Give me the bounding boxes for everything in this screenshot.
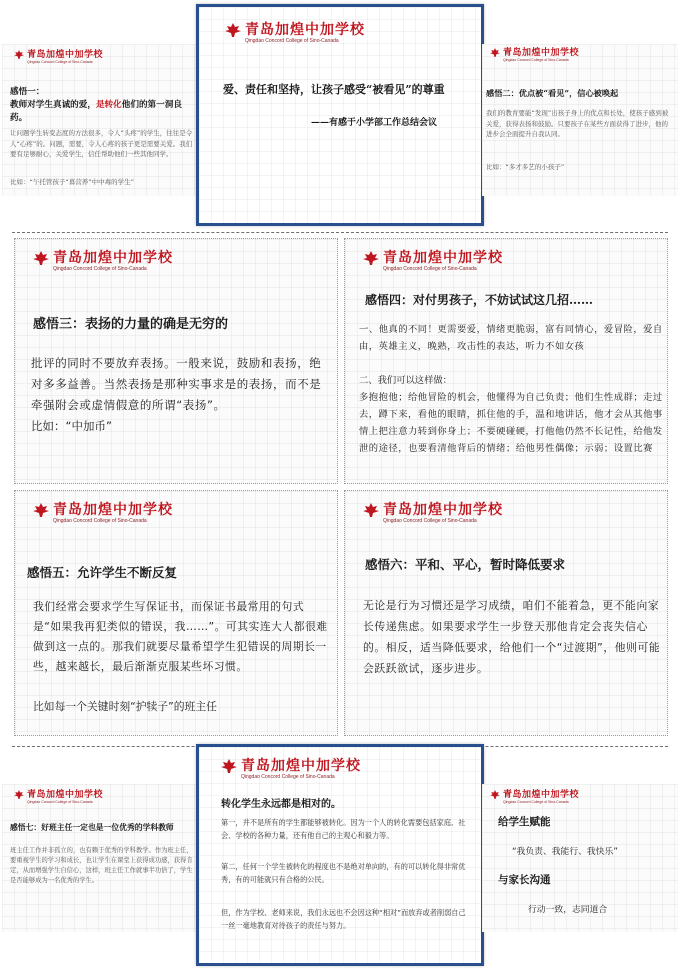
logo-english-name: Qingdao Concord College of Sino-Canada [503,58,569,62]
card-body: 我们经常会要求学生写保证书，而保证书最常用的句式是“如果我再犯类似的错误，我……”。可其实连大人都很难做到这一点的。那我们就要尽量希望学生犯错误的周期长一些，越来越长，最后渐渐克服某些坏习惯。 [33,600,328,673]
logo-chinese-name: 青岛加煌中加学校 [245,22,365,38]
maple-leaf-icon [363,251,379,265]
logo-english-name: Qingdao Concord College of Sino-Canada [27,800,93,804]
logo-chinese-name: 青岛加煌中加学校 [241,758,361,774]
school-logo [225,23,365,44]
maple-leaf-icon [225,23,241,37]
logo-english-name: Qingdao Concord College of Sino-Canada [383,518,477,524]
slide-card-8 [482,784,678,932]
school-logo [33,503,173,524]
card-body: 班主任工作并非孤立的，也有赖于优秀的学科教学。作为班主任，要重视学生的学习和成长，也让学生在课堂上获得成功感，获得肯定，从而增强学生自信心，这样，班主任工作就事半功倍了，学生是否能够成为一名优秀的学生。 [10,847,193,884]
card-body: 让问题学生转变态度的方法很多，令人“头疼”的学生，往往是令人“心疼”的。问题，需要，令人心疼的孩子更是需要关爱。我们要有足够耐心，关爱学生，信任帮助他们一些其他同学。 [10,129,193,158]
slide-title [196,4,484,226]
maple-leaf-icon [14,50,24,59]
card-example: 比如：“中加币” [31,419,112,433]
card-heading: 给学生赋能 [498,816,551,828]
logo-english-name: Qingdao Concord College of Sino-Canada [53,518,147,524]
slide-card-7 [2,784,198,932]
slide-card-5 [14,490,338,736]
slide-card-6 [344,490,668,736]
logo-english-name: Qingdao Concord College of Sino-Canada [383,266,477,272]
card-quote: “我负责、我能行、我快乐” [512,847,618,857]
maple-leaf-icon [14,790,24,799]
logo-english-name: Qingdao Concord College of Sino-Canada [241,774,335,780]
card-body: 批评的同时不要放弃表扬。一般来说，鼓励和表扬，绝对多多益善。当然表扬是那种实事求是的表扬，而不是牵强附会或虚情假意的所谓“表扬”。 [31,356,322,412]
card-example: 比如：“多才多艺的小孩子” [486,163,565,171]
school-logo [14,50,103,64]
slide-card-3 [14,238,338,484]
logo-chinese-name: 青岛加煌中加学校 [503,790,580,800]
card-body: 我们的教育要能“发现”出孩子身上的优点和长处，使孩子感到被关爱，获得表扬和鼓励。只要孩子在某些方面获得了进步，他的进步会全面提升自我认同。 [486,109,669,138]
card-heading: 感悟六：平和、平心，暂时降低要求 [365,557,566,572]
school-logo [33,251,173,272]
logo-english-name: Qingdao Concord College of Sino-Canada [503,800,569,804]
maple-leaf-icon [490,790,500,799]
slide-card-2 [482,44,678,196]
maple-leaf-icon [33,503,49,517]
slide-card-4 [344,238,668,484]
page-title: 爱、责任和坚持，让孩子感受“被看见”的尊重 [223,83,445,96]
card-line: 行动一致，志同道合 [528,905,608,915]
school-logo [363,503,503,524]
card-body-part-3: 多抱抱他；给他冒险的机会，他懂得为自己负责；他们生性成群；走过去，蹲下来，看他的眼睛，抓住他的手，温和地讲话，他才会从其他事情上把注意力转到你身上；不要硬碰硬，打他他仍然不长记性，给他发泄的途径，也要看清他背后的情绪；给他男性偶像；示弱；设置比赛 [359,392,663,454]
divider [12,232,668,233]
card-body-part-3: 但，作为学校、老师来说，我们永远也不会因这种“相对”而放弃或者削弱自己一丝一毫地教育对待孩子的责任与努力。 [221,908,466,930]
logo-chinese-name: 青岛加煌中加学校 [27,790,104,800]
card-body-part-1: 第一，并不是所有的学生都能够被转化。因为一个人的转化需要包括家庭、社会、学校的各种力量，还有他自己的主观心和毅力等。 [221,818,466,840]
card-heading: 感悟三：表扬的力量的确是无穷的 [33,317,229,332]
card-body-part-2: 第二，任何一个学生被转化的程度也不是绝对单向的，有的可以转化得非常优秀，有的可能就只有合格的公民。 [221,862,466,884]
maple-leaf-icon [33,251,49,265]
card-body: 无论是行为习惯还是学习成绩，咱们不能着急，更不能向家长传递焦虑。如果要求学生一步登天那他肯定会丧失信心的。相反，适当降低要求，给他们一个“过渡期”，他则可能会跃跃欲试，逐步进步。 [363,599,661,675]
card-example: 比如每一个关键时刻“护犊子”的班主任 [33,700,217,713]
school-logo [221,759,361,780]
card-heading: 感悟二：优点被“看见”，信心被唤起 [486,88,619,98]
school-logo [363,251,503,272]
logo-chinese-name: 青岛加煌中加学校 [383,250,503,266]
card-heading: 与家长沟通 [498,874,551,886]
school-logo [14,790,103,804]
slide-card-1 [2,44,198,196]
page-subtitle: ——有感于小学部工作总结会议 [311,118,438,128]
logo-chinese-name: 青岛加煌中加学校 [383,502,503,518]
card-heading: 感悟五：允许学生不断反复 [27,565,178,580]
card-heading: 感悟四：对付男孩子，不妨试试这几招…… [365,293,594,307]
logo-english-name: Qingdao Concord College of Sino-Canada [53,266,147,272]
logo-chinese-name: 青岛加煌中加学校 [503,48,580,58]
maple-leaf-icon [490,48,500,57]
card-example: 比如：“午托管孩子“暮营养”中中毒的学生” [10,178,134,186]
maple-leaf-icon [363,503,379,517]
card-heading: 感悟七：好班主任一定也是一位优秀的学科教师 [10,823,174,832]
logo-chinese-name: 青岛加煌中加学校 [53,502,173,518]
card-heading: 感悟一： 教师对学生真诚的爱，是转化他们的第一洞良 药。 [10,87,182,123]
slide-conclusion [196,744,484,966]
logo-chinese-name: 青岛加煌中加学校 [27,50,104,60]
maple-leaf-icon [221,759,237,773]
logo-chinese-name: 青岛加煌中加学校 [53,250,173,266]
card-heading: 转化学生永远都是相对的。 [221,799,341,810]
school-logo [490,790,579,804]
card-body-part-1: 一、他真的不同！更需要爱，情绪更脆弱，富有同情心，爱冒险，爱自由，英雄主义，晚熟，攻击性的表达，听力不如女孩 [359,324,663,352]
logo-english-name: Qingdao Concord College of Sino-Canada [27,60,93,64]
school-logo [490,48,579,62]
card-body-part-2: 二、我们可以这样做： [359,375,452,386]
logo-english-name: Qingdao Concord College of Sino-Canada [245,38,339,44]
